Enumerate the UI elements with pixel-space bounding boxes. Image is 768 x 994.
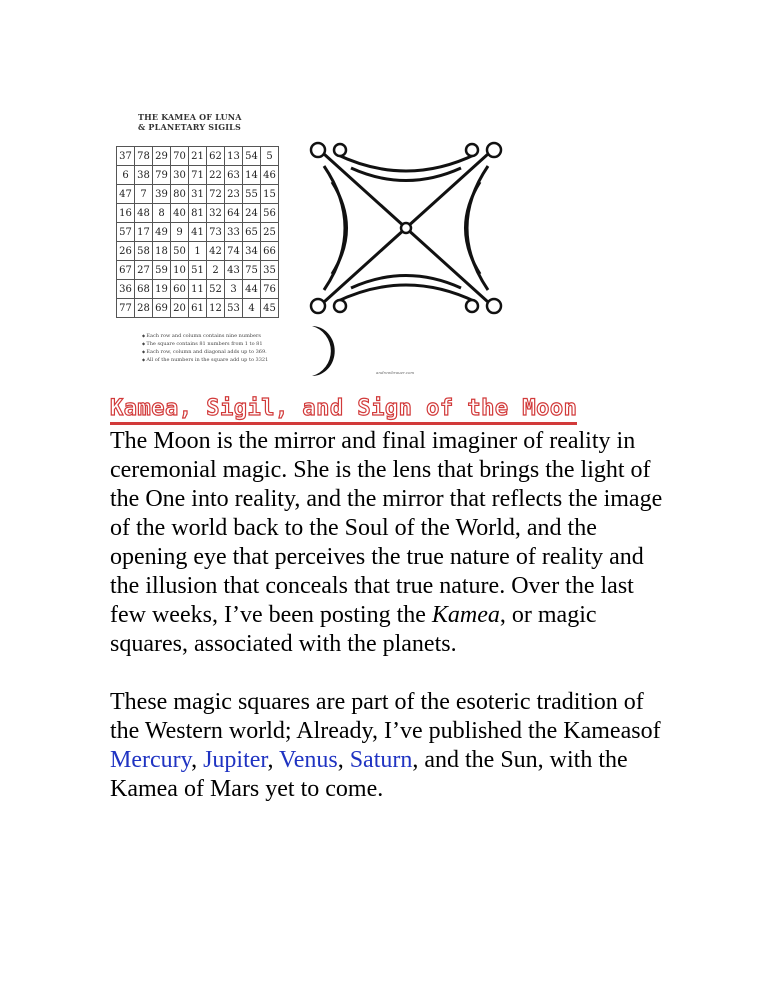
kamea-note: ◆ Each row and column contains nine numbers: [142, 332, 268, 340]
kamea-cell: 10: [171, 261, 189, 280]
kamea-cell: 76: [261, 280, 279, 299]
kamea-cell: 77: [117, 299, 135, 318]
kamea-cell: 58: [135, 242, 153, 261]
kamea-cell: 35: [261, 261, 279, 280]
kamea-cell: 25: [261, 223, 279, 242]
kamea-cell: 60: [171, 280, 189, 299]
figure-title-line-1: THE KAMEA OF LUNA: [138, 112, 242, 122]
kamea-cell: 2: [207, 261, 225, 280]
mercury-link[interactable]: Mercury: [110, 747, 192, 773]
separator: ,: [267, 747, 280, 773]
kamea-cell: 55: [243, 185, 261, 204]
kamea-cell: 73: [207, 223, 225, 242]
article-body: [110, 427, 670, 833]
kamea-cell: 57: [117, 223, 135, 242]
kamea-cell: 33: [225, 223, 243, 242]
kamea-cell: 49: [153, 223, 171, 242]
venus-link[interactable]: Venus: [279, 747, 338, 773]
kamea-cell: 41: [189, 223, 207, 242]
kamea-cell: 67: [117, 261, 135, 280]
moon-sigil: [306, 138, 506, 318]
kamea-cell: 45: [261, 299, 279, 318]
kamea-cell: 1: [189, 242, 207, 261]
kamea-cell: 42: [207, 242, 225, 261]
kamea-cell: 66: [261, 242, 279, 261]
kamea-cell: 61: [189, 299, 207, 318]
kamea-cell: 65: [243, 223, 261, 242]
kamea-cell: 11: [189, 280, 207, 299]
kamea-cell: 64: [225, 204, 243, 223]
kamea-cell: 50: [171, 242, 189, 261]
kamea-cell: 62: [207, 147, 225, 166]
kamea-cell: 79: [153, 166, 171, 185]
separator: ,: [337, 747, 350, 773]
kamea-cell: 70: [171, 147, 189, 166]
kamea-cell: 54: [243, 147, 261, 166]
paragraph-1-text-end: , or magic squares, associated with the planets.: [110, 602, 597, 657]
kamea-cell: 38: [135, 166, 153, 185]
paragraph-2-text: These magic squares are part of the esoteric tradition of the Western world; Already, I’ve published the Kameasof: [110, 689, 661, 744]
kamea-square: [116, 146, 279, 318]
kamea-cell: 6: [117, 166, 135, 185]
kamea-cell: 47: [117, 185, 135, 204]
kamea-cell: 71: [189, 166, 207, 185]
separator: ,: [191, 747, 204, 773]
kamea-cell: 32: [207, 204, 225, 223]
kamea-cell: 40: [171, 204, 189, 223]
kamea-cell: 7: [135, 185, 153, 204]
kamea-cell: 27: [135, 261, 153, 280]
kamea-cell: 18: [153, 242, 171, 261]
kamea-cell: 3: [225, 280, 243, 299]
kamea-cell: 21: [189, 147, 207, 166]
kamea-cell: 12: [207, 299, 225, 318]
kamea-row: [117, 204, 279, 223]
kamea-cell: 39: [153, 185, 171, 204]
kamea-row: [117, 185, 279, 204]
kamea-cell: 43: [225, 261, 243, 280]
kamea-cell: 36: [117, 280, 135, 299]
kamea-cell: 78: [135, 147, 153, 166]
kamea-cell: 75: [243, 261, 261, 280]
kamea-cell: 4: [243, 299, 261, 318]
figure-title-line-2: & PLANETARY SIGILS: [138, 122, 241, 132]
kamea-row: [117, 261, 279, 280]
kamea-row: [117, 147, 279, 166]
kamea-row: [117, 166, 279, 185]
kamea-cell: 16: [117, 204, 135, 223]
kamea-row: [117, 299, 279, 318]
saturn-link[interactable]: Saturn: [349, 747, 413, 773]
figure-credit: andrewbrauer.com: [376, 370, 415, 375]
paragraph-2: [110, 688, 670, 804]
kamea-cell: 29: [153, 147, 171, 166]
jupiter-link[interactable]: Jupiter: [203, 747, 268, 773]
kamea-note: ◆ The square contains 81 numbers from 1 to 81: [142, 340, 268, 348]
kamea-cell: 80: [171, 185, 189, 204]
kamea-cell: 52: [207, 280, 225, 299]
kamea-cell: 68: [135, 280, 153, 299]
kamea-note: ◆ Each row, column and diagonal adds up to 369.: [142, 348, 268, 356]
figure-title: [138, 112, 242, 132]
kamea-cell: 72: [207, 185, 225, 204]
kamea-notes: [142, 332, 268, 364]
kamea-row: [117, 280, 279, 299]
kamea-cell: 34: [243, 242, 261, 261]
kamea-cell: 69: [153, 299, 171, 318]
paragraph-2-text-end: , and the Sun, with the Kamea of Mars yet to come.: [110, 747, 628, 802]
kamea-cell: 59: [153, 261, 171, 280]
kamea-cell: 20: [171, 299, 189, 318]
kamea-cell: 23: [225, 185, 243, 204]
paragraph-1: [110, 427, 670, 659]
kamea-figure: [108, 100, 508, 400]
kamea-cell: 37: [117, 147, 135, 166]
kamea-italic-term: Kamea: [431, 602, 500, 628]
kamea-note: ◆ All of the numbers in the square add up to 3321: [142, 356, 268, 364]
kamea-cell: 13: [225, 147, 243, 166]
kamea-cell: 5: [261, 147, 279, 166]
kamea-cell: 56: [261, 204, 279, 223]
kamea-cell: 53: [225, 299, 243, 318]
kamea-row: [117, 242, 279, 261]
kamea-cell: 48: [135, 204, 153, 223]
kamea-cell: 44: [243, 280, 261, 299]
kamea-cell: 17: [135, 223, 153, 242]
kamea-cell: 81: [189, 204, 207, 223]
kamea-cell: 51: [189, 261, 207, 280]
kamea-cell: 15: [261, 185, 279, 204]
kamea-cell: 26: [117, 242, 135, 261]
kamea-cell: 8: [153, 204, 171, 223]
kamea-cell: 31: [189, 185, 207, 204]
kamea-cell: 74: [225, 242, 243, 261]
kamea-cell: 24: [243, 204, 261, 223]
kamea-cell: 19: [153, 280, 171, 299]
kamea-cell: 30: [171, 166, 189, 185]
crescent-moon-icon: [304, 322, 344, 380]
kamea-cell: 63: [225, 166, 243, 185]
kamea-cell: 14: [243, 166, 261, 185]
kamea-row: [117, 223, 279, 242]
kamea-cell: 28: [135, 299, 153, 318]
paragraph-1-text: The Moon is the mirror and final imaginer of reality in ceremonial magic. She is the lens that brings the light of the One into reality, and the mirror that reflects the image of the world back to the Soul of the World, and the opening eye that perceives the true nature of reality and the illusion that conceals that true nature. Over the last few weeks, I’ve been posting the: [110, 428, 663, 628]
kamea-cell: 22: [207, 166, 225, 185]
page-heading: Kamea, Sigil, and Sign of the Moon: [110, 396, 577, 425]
kamea-cell: 46: [261, 166, 279, 185]
kamea-cell: 9: [171, 223, 189, 242]
